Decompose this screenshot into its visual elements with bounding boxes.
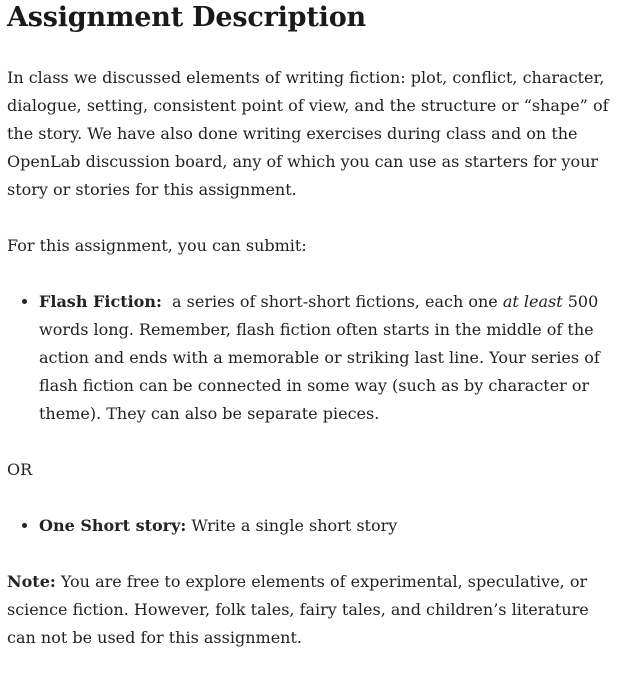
- short-story-label: One Short story:: [39, 516, 187, 535]
- or-separator: OR: [7, 460, 33, 479]
- note-text: You are free to explore elements of experimental, speculative, or science fiction. However, folk tales, fairy tales, and children’s literature can not be used for this assignment.: [7, 572, 594, 647]
- flash-fiction-list: [7, 288, 612, 428]
- short-story-text: Write a single short story: [186, 516, 398, 535]
- submit-lead-paragraph: For this assignment, you can submit:: [7, 236, 307, 255]
- note-label: Note:: [7, 572, 56, 591]
- list-item-short-story: [39, 512, 612, 540]
- intro-paragraph: In class we discussed elements of writing fiction: plot, conflict, character, dialogue, setting, consistent point of view, and the structure or “shape” of the story. We have also done writing exercises during class and on the OpenLab discussion board, any of which you can use as starters for your story or stories for this assignment.: [7, 68, 609, 199]
- page-title: Assignment Description: [7, 2, 366, 33]
- flash-fiction-text-after: 500 words long. Remember, flash fiction often starts in the middle of the action and ends with a memorable or striking last line. Your series of flash fiction can be connected in some way (such as by character or theme). They can also be separate pieces.: [39, 292, 600, 423]
- flash-fiction-label: Flash Fiction:: [39, 292, 162, 311]
- note-paragraph: [7, 568, 612, 652]
- list-item-flash-fiction: [39, 288, 612, 428]
- flash-fiction-text-before: a series of short-short fictions, each one: [161, 292, 503, 311]
- short-story-list: [7, 512, 612, 540]
- flash-fiction-emphasis: at least: [502, 292, 563, 311]
